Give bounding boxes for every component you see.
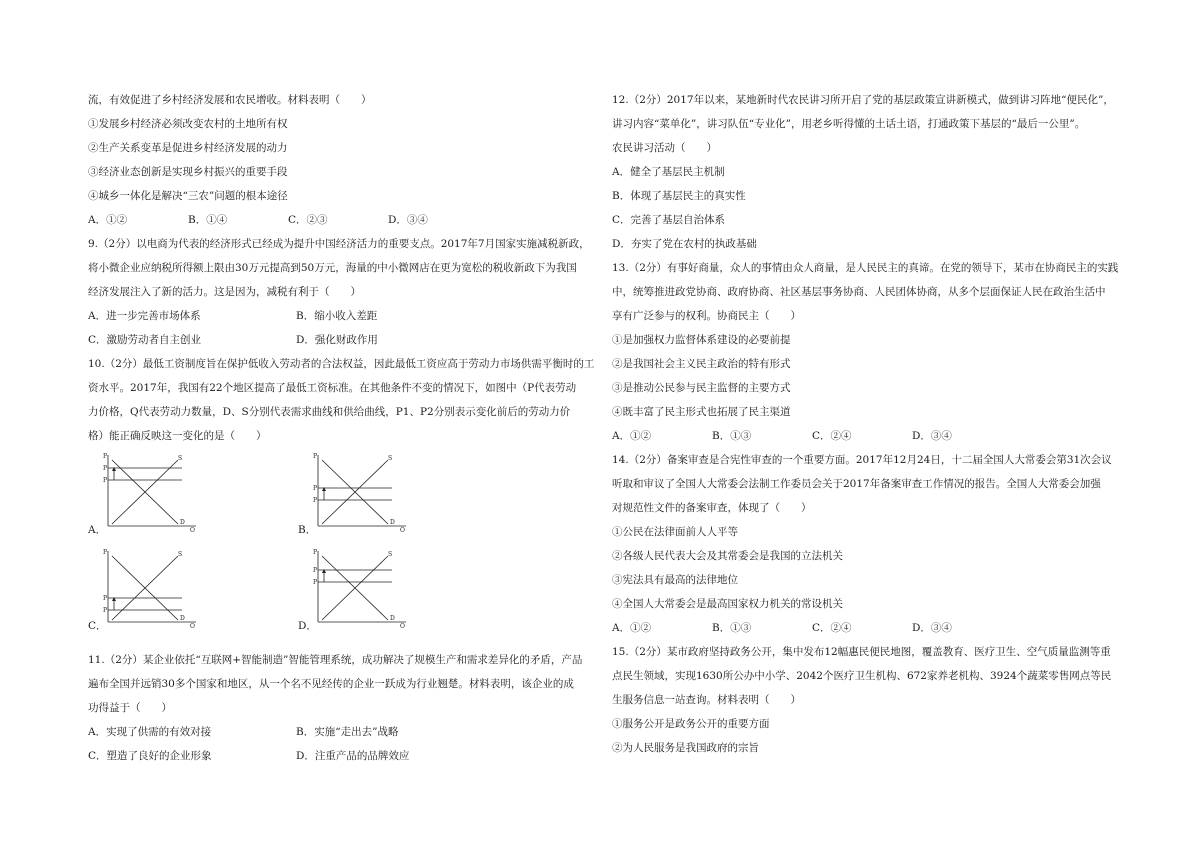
q15-line: 点民生领域，实现1630所公办中小学、2042个医疗卫生机构、672家养老机构、3924个蔬菜零售网点等民 xyxy=(612,670,1112,682)
graph-a xyxy=(88,452,198,536)
q8-option-a: A．①② xyxy=(88,214,128,226)
q13-option-b: B．①③ xyxy=(712,430,752,442)
svg-text:P: P xyxy=(313,485,318,492)
q14-option-c: C．②④ xyxy=(812,622,852,634)
q9-option-b: B．缩小收入差距 xyxy=(296,310,378,322)
arrow-up-icon xyxy=(112,597,116,601)
graph-c-plot xyxy=(102,548,198,628)
q13-option-d: D．③④ xyxy=(912,430,952,442)
graph-b-plot xyxy=(312,452,408,532)
question-15 xyxy=(612,640,1112,760)
axis-p-label: P xyxy=(103,453,108,460)
q14-item: ④全国人大常委会是最高国家权力机关的常设机关 xyxy=(612,598,843,610)
svg-text:S: S xyxy=(388,551,393,558)
q14-item: ②各级人民代表大会及其常委会是我国的立法机关 xyxy=(612,550,843,562)
question-12 xyxy=(612,88,1112,256)
q9-option-a: A．进一步完善市场体系 xyxy=(88,310,201,322)
q13-item: ④既丰富了民主形式也拓展了民主渠道 xyxy=(612,406,791,418)
q8-item: ③经济业态创新是实现乡村振兴的重要手段 xyxy=(88,166,288,178)
graph-d xyxy=(298,548,408,632)
svg-text:P: P xyxy=(103,465,108,472)
q9-line: 将小微企业应纳税所得额上限由30万元提高到50万元，海量的中小微网店在更为宽松的税收新政下为我国 xyxy=(88,262,577,274)
q14-item: ③宪法具有最高的法律地位 xyxy=(612,574,738,586)
svg-text:D: D xyxy=(180,615,185,622)
q14-option-b: B．①③ xyxy=(712,622,752,634)
graph-d-plot xyxy=(312,548,408,628)
q8-option-d: D．③④ xyxy=(388,214,428,226)
q14-line: 听取和审议了全国人大常委会法制工作委员会关于2017年备案审查工作情况的报告。全国人大常委会加强 xyxy=(612,478,1101,490)
q15-item: ②为人民服务是我国政府的宗旨 xyxy=(612,742,759,754)
axis-q-label: Q xyxy=(190,527,195,532)
q11-options-row1 xyxy=(88,720,588,744)
q12-option-c: C．完善了基层自治体系 xyxy=(612,214,726,226)
demand-label: D xyxy=(180,519,185,526)
svg-text:P: P xyxy=(103,607,108,614)
q15-line: 生服务信息一站查询。材料表明（ ） xyxy=(612,694,801,706)
svg-text:P: P xyxy=(313,567,318,574)
graph-c xyxy=(88,548,198,632)
q12-line: 12.（2分）2017年以来，某地新时代农民讲习所开启了党的基层政策宣讲新模式，做到讲习阵地“便民化”， xyxy=(612,94,1114,106)
graph-b xyxy=(298,452,408,536)
q9-option-d: D．强化财政作用 xyxy=(296,334,378,346)
q13-option-c: C．②④ xyxy=(812,430,852,442)
arrow-up-icon xyxy=(322,569,326,573)
q14-option-a: A．①② xyxy=(612,622,652,634)
q15-item: ①服务公开是政务公开的重要方面 xyxy=(612,718,770,730)
q11-line: 11.（2分）某企业依托“互联网+智能制造”智能管理系统，成功解决了规模生产和需求差异化的矛盾，产品 xyxy=(88,654,583,666)
q14-item: ①公民在法律面前人人平等 xyxy=(612,526,738,538)
q15-line: 15.（2分）某市政府坚持政务公开，集中发布12幅惠民便民地图，覆盖教育、医疗卫生、空气质量监测等重 xyxy=(612,646,1111,658)
question-14 xyxy=(612,448,1112,640)
q9-line: 经济发展注入了新的活力。这是因为，减税有利于（ ） xyxy=(88,286,361,298)
q13-line: 享有广泛参与的权利。协商民主（ ） xyxy=(612,310,801,322)
q10-line: 力价格，Q代表劳动力数量，D、S分别代表需求曲线和供给曲线，P1、P2分别表示变化前后的劳动力价 xyxy=(88,406,571,418)
q13-option-a: A．①② xyxy=(612,430,652,442)
q8-options xyxy=(88,208,588,232)
q12-line: 农民讲习活动（ ） xyxy=(612,142,717,154)
q11-options-row2 xyxy=(88,744,588,768)
q14-line: 对规范性文件的备案审查，体现了（ ） xyxy=(612,502,812,514)
q12-option-b: B．体现了基层民主的真实性 xyxy=(612,190,746,202)
svg-text:D: D xyxy=(390,519,395,526)
graph-c-label: C． xyxy=(88,620,107,632)
svg-text:P: P xyxy=(103,595,108,602)
svg-text:P: P xyxy=(313,453,318,460)
supply-label: S xyxy=(178,455,183,462)
question-11 xyxy=(88,648,588,768)
q8-option-b: B．①④ xyxy=(188,214,228,226)
q12-line: 讲习内容“菜单化”，讲习队伍“专业化”，用老乡听得懂的土话土语，打通政策下基层的“最后一公里”。 xyxy=(612,118,1086,130)
graph-a-plot xyxy=(102,452,198,532)
question-9 xyxy=(88,232,588,352)
q8-item: ①发展乡村经济必须改变农村的土地所有权 xyxy=(88,118,288,130)
svg-text:P: P xyxy=(313,549,318,556)
q10-line: 格）能正确反映这一变化的是（ ） xyxy=(88,430,267,442)
q8-item: ④城乡一体化是解决“三农”问题的根本途径 xyxy=(88,190,288,202)
q13-item: ③是推动公民参与民主监督的主要方式 xyxy=(612,382,791,394)
q8-option-c: C．②③ xyxy=(288,214,328,226)
q9-options-row2 xyxy=(88,328,588,352)
q14-options xyxy=(612,616,1112,640)
svg-text:D: D xyxy=(390,615,395,622)
q14-line: 14.（2分）备案审查是合宪性审查的一个重要方面。2017年12月24日，十二届全国人大常委会第31次会议 xyxy=(612,454,1112,466)
question-10 xyxy=(88,352,595,648)
q10-line: 资水平。2017年，我国有22个地区提高了最低工资标准。在其他条件不变的情况下，如图中（P代表劳动 xyxy=(88,382,577,394)
q11-option-d: D．注重产品的品牌效应 xyxy=(296,750,410,762)
q10-line: 10.（2分）最低工资制度旨在保护低收入劳动者的合法权益，因此最低工资应高于劳动力市场供需平衡时的工 xyxy=(88,358,595,370)
q9-options-row1 xyxy=(88,304,588,328)
svg-text:Q: Q xyxy=(400,623,405,628)
q11-line: 遍布全国并远销30多个国家和地区，从一个名不见经传的企业一跃成为行业翘楚。材料表明，该企业的成 xyxy=(88,678,574,690)
svg-text:P: P xyxy=(313,497,318,504)
q11-option-c: C．塑造了良好的企业形象 xyxy=(88,750,212,762)
q13-line: 中，统筹推进政党协商、政府协商、社区基层事务协商、人民团体协商，从多个层面保证人民在政治生活中 xyxy=(612,286,1106,298)
svg-text:P: P xyxy=(103,549,108,556)
svg-text:S: S xyxy=(388,455,393,462)
q9-option-c: C．激励劳动者自主创业 xyxy=(88,334,202,346)
q12-option-a: A．健全了基层民主机制 xyxy=(612,166,725,178)
q13-line: 13.（2分）有事好商量，众人的事情由众人商量，是人民民主的真谛。在党的领导下，某市在协商民主的实践 xyxy=(612,262,1119,274)
q11-option-b: B．实施“走出去”战略 xyxy=(296,726,399,738)
graph-b-label: B． xyxy=(298,524,317,536)
graph-a-label: A． xyxy=(88,524,107,536)
question-8 xyxy=(88,88,588,232)
q11-line: 功得益于（ ） xyxy=(88,702,172,714)
svg-text:Q: Q xyxy=(400,527,405,532)
q8-item: ②生产关系变革是促进乡村经济发展的动力 xyxy=(88,142,288,154)
q12-option-d: D．夯实了党在农村的执政基础 xyxy=(612,238,757,250)
q13-item: ①是加强权力监督体系建设的必要前提 xyxy=(612,334,791,346)
svg-text:S: S xyxy=(178,551,183,558)
graph-d-label: D． xyxy=(298,620,317,632)
q14-option-d: D．③④ xyxy=(912,622,952,634)
svg-text:P: P xyxy=(103,477,108,484)
q13-item: ②是我国社会主义民主政治的特有形式 xyxy=(612,358,791,370)
question-13 xyxy=(612,256,1119,448)
q9-line: 9.（2分）以电商为代表的经济形式已经成为提升中国经济活力的重要支点。2017年7月国家实施减税新政， xyxy=(88,238,590,250)
svg-text:Q: Q xyxy=(190,623,195,628)
q10-graphs xyxy=(88,448,588,648)
svg-text:P: P xyxy=(313,579,318,586)
q8-line: 流，有效促进了乡村经济发展和农民增收。材料表明（ ） xyxy=(88,94,372,106)
right-column xyxy=(612,88,1119,760)
left-column xyxy=(88,88,595,768)
q13-options xyxy=(612,424,1112,448)
q11-option-a: A．实现了供需的有效对接 xyxy=(88,726,212,738)
